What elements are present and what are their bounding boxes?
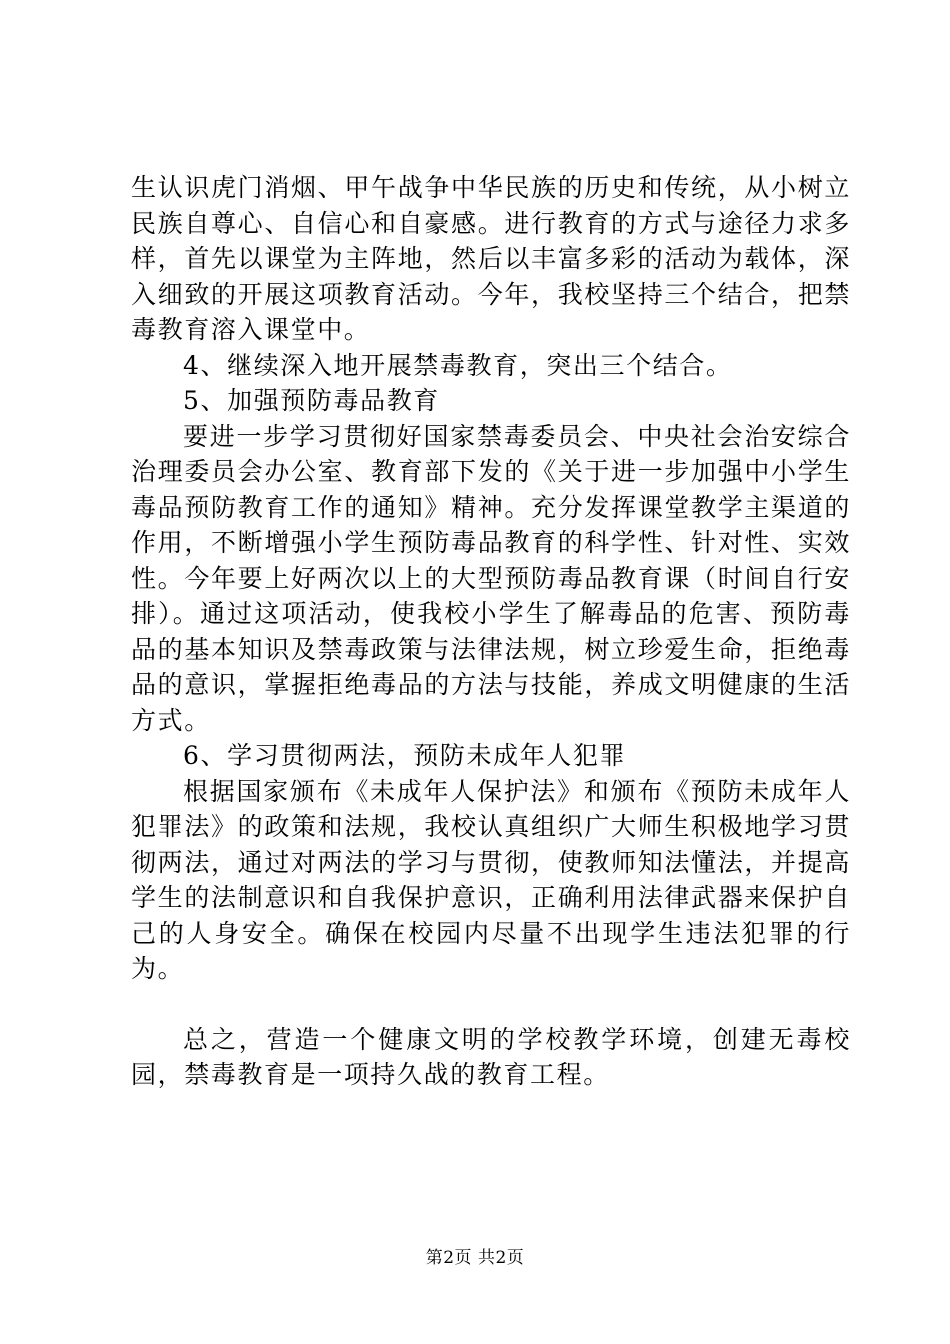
document-body bbox=[131, 170, 851, 1093]
paragraph-conclusion: 总之，营造一个健康文明的学校教学环境，创建无毒校园，禁毒教育是一项持久战的教育工程。 bbox=[131, 1024, 851, 1089]
paragraph-two-laws: 根据国家颁布《未成年人保护法》和颁布《预防未成年人犯罪法》的政策和法规，我校认真组织广大师生积极地学习贯彻两法，通过对两法的学习与贯彻，使教师知法懂法，并提高学生的法制意识和自我保护意识，正确利用法律武器来保护自己的人身安全。确保在校园内尽量不出现学生违法犯罪的行为。 bbox=[131, 776, 851, 983]
paragraph-drug-prevention: 要进一步学习贯彻好国家禁毒委员会、中央社会治安综合治理委员会办公室、教育部下发的《关于进一步加强中小学生毒品预防教育工作的通知》精神。充分发挥课堂教学主渠道的作用，不断增强小学生预防毒品教育的科学性、针对性、实效性。今年要上好两次以上的大型预防毒品教育课（时间自行安排）。通过这项活动，使我校小学生了解毒品的危害、预防毒品的基本知识及禁毒政策与法律法规，树立珍爱生命，拒绝毒品的意识，掌握拒绝毒品的方法与技能，养成文明健康的生活方式。 bbox=[131, 421, 851, 735]
section-heading-6: 6、学习贯彻两法，预防未成年人犯罪 bbox=[183, 741, 627, 770]
section-heading-5: 5、加强预防毒品教育 bbox=[183, 386, 440, 415]
page-footer: 第2页 共2页 bbox=[425, 1248, 525, 1268]
section-heading-4: 4、继续深入地开展禁毒教育，突出三个结合。 bbox=[183, 350, 733, 380]
paragraph-continuation: 生认识虎门消烟、甲午战争中华民族的历史和传统，从小树立民族自尊心、自信心和自豪感。进行教育的方式与途径力求多样，首先以课堂为主阵地，然后以丰富多彩的活动为载体，深入细致的开展这项教育活动。今年，我校坚持三个结合，把禁毒教育溶入课堂中。 bbox=[131, 173, 851, 344]
